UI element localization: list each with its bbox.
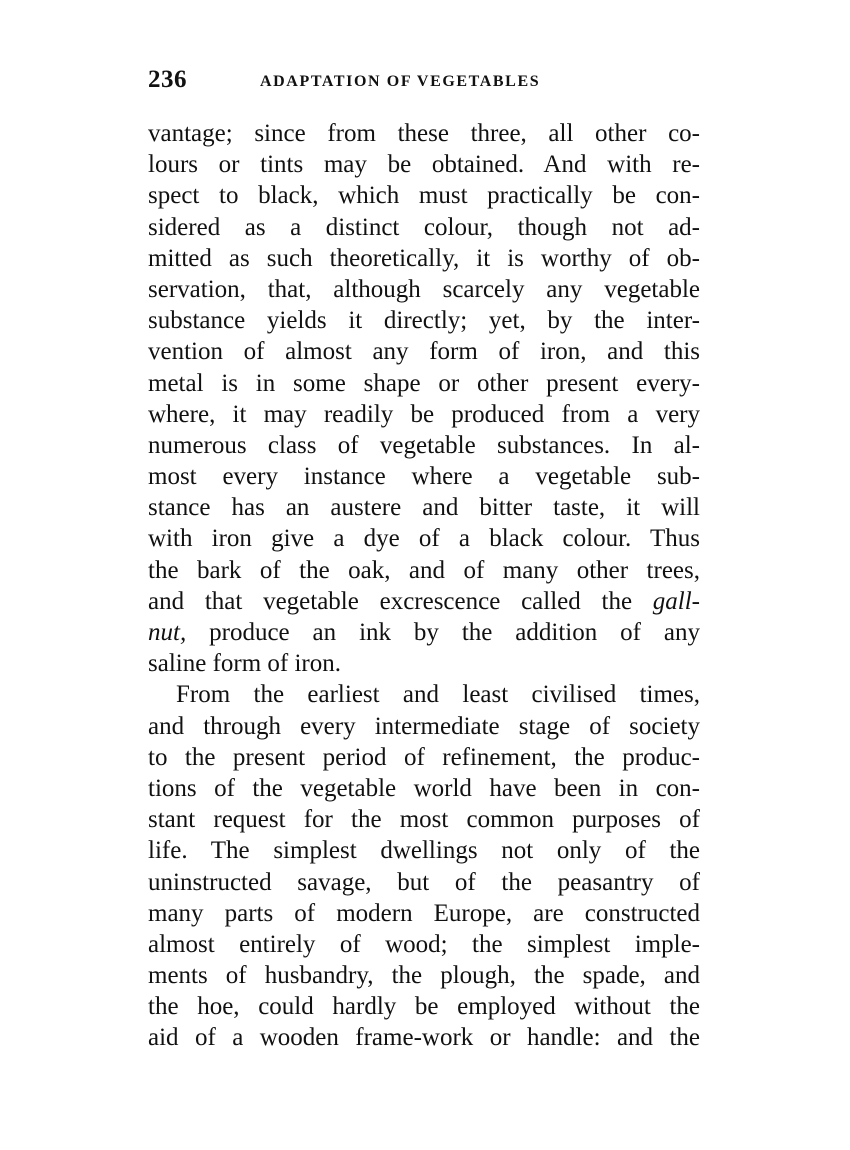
text-line: stance has an austere and bitter taste, it will [148, 494, 700, 522]
text-line: to the present period of refinement, the produc- [148, 743, 700, 771]
italic-term: nut, [148, 619, 187, 646]
text-line: many parts of modern Europe, are constructed [148, 899, 700, 927]
page-number: 236 [148, 66, 187, 93]
running-title: ADAPTATION OF VEGETABLES [260, 73, 541, 90]
text-line: numerous class of vegetable substances. In al- [148, 431, 700, 459]
paragraph-2 [148, 679, 700, 1053]
text-line: almost entirely of wood; the simplest imple- [148, 930, 700, 958]
italic-term: gall- [652, 587, 700, 615]
running-head [148, 60, 700, 106]
text-line [148, 586, 700, 617]
text-line: life. The simplest dwellings not only of the [148, 837, 700, 865]
text-segment: and that vegetable excrescence called the [148, 587, 653, 615]
text-line: and through every intermediate stage of society [148, 712, 700, 740]
text-line: uninstructed savage, but of the peasantry of [148, 868, 700, 896]
text-segment: produce an ink by the addition of any [186, 619, 700, 646]
text-line [148, 617, 700, 648]
text-line: where, it may readily be produced from a very [148, 400, 700, 428]
text-line: most every instance where a vegetable sub- [148, 463, 700, 491]
text-line: with iron give a dye of a black colour. Thus [148, 525, 700, 553]
paragraph-1 [148, 118, 700, 679]
text-line: stant request for the most common purposes of [148, 806, 700, 834]
text-line: metal is in some shape or other present every- [148, 369, 700, 397]
text-line: the bark of the oak, and of many other trees, [148, 556, 700, 584]
text-line: sidered as a distinct colour, though not ad- [148, 213, 700, 241]
text-line: spect to black, which must practically be con- [148, 182, 700, 210]
book-page [148, 60, 700, 1054]
text-line: the hoe, could hardly be employed without the [148, 993, 700, 1021]
text-line: servation, that, although scarcely any vegetable [148, 275, 700, 303]
text-line: lours or tints may be obtained. And with re- [148, 151, 700, 179]
text-line: vantage; since from these three, all other co- [148, 120, 700, 147]
text-line: mitted as such theoretically, it is worthy of ob- [148, 244, 700, 272]
text-line: substance yields it directly; yet, by the inter- [148, 307, 700, 335]
text-line: tions of the vegetable world have been in con- [148, 774, 700, 802]
text-line: ments of husbandry, the plough, the spade, and [148, 962, 700, 990]
text-line: saline form of iron. [148, 650, 342, 678]
text-line: From the earliest and least civilised times, [176, 681, 700, 709]
text-line: vention of almost any form of iron, and this [148, 338, 700, 366]
text-line: aid of a wooden frame-work or handle: and the [148, 1024, 700, 1052]
